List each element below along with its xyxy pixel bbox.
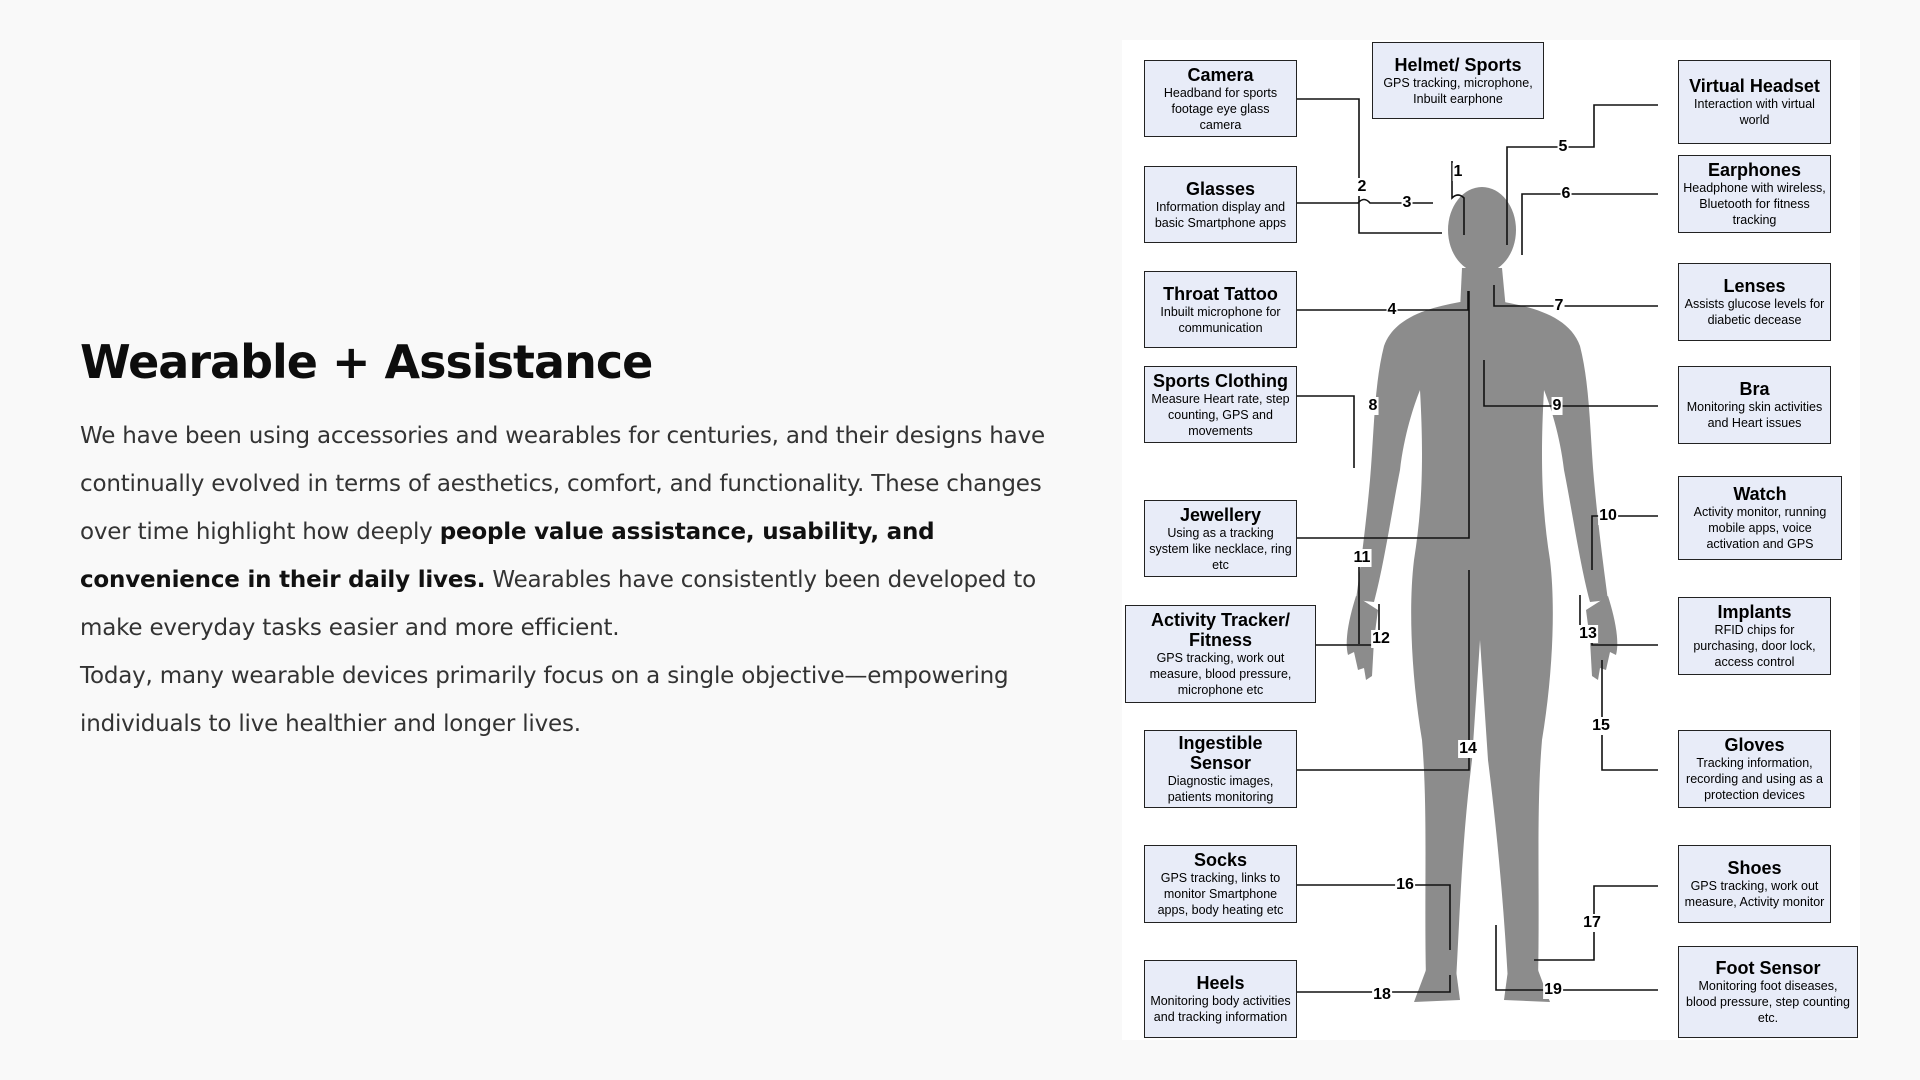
label-17: 17 <box>1583 914 1601 931</box>
box-title: Helmet/ Sports <box>1394 54 1522 75</box>
box-desc: GPS tracking, links to monitor Smartphone apps, body heating etc <box>1157 871 1284 917</box>
box-helmet <box>1372 42 1544 119</box>
box-desc: Interaction with virtual world <box>1694 97 1815 127</box>
wearables-diagram <box>1122 40 1860 1040</box>
box-title: Glasses <box>1185 178 1256 199</box>
box-activity-tracker <box>1125 605 1316 703</box>
box-title: Ingestible Sensor <box>1178 733 1263 773</box>
box-desc: RFID chips for purchasing, door lock, access control <box>1693 623 1816 669</box>
box-title: Heels <box>1196 973 1245 993</box>
box-desc: Activity monitor, running mobile apps, voice activation and GPS <box>1693 505 1827 551</box>
label-4: 4 <box>1387 301 1397 318</box>
label-9: 9 <box>1552 397 1562 414</box>
box-heels <box>1144 960 1297 1038</box>
box-title: Camera <box>1187 64 1254 85</box>
label-18: 18 <box>1373 986 1391 1003</box>
box-title: Bra <box>1739 379 1770 399</box>
label-16: 16 <box>1396 876 1414 893</box>
box-lenses <box>1678 263 1831 341</box>
label-8: 8 <box>1368 397 1378 414</box>
paragraph-2: Today, many wearable devices primarily focus on a single objective—empowering individuals to live healthier and longer lives. <box>80 663 1009 737</box>
box-glasses <box>1144 166 1297 243</box>
box-desc: GPS tracking, work out measure, Activity monitor <box>1684 879 1825 909</box>
box-title: Lenses <box>1723 276 1786 296</box>
label-15: 15 <box>1592 717 1610 734</box>
box-title: Implants <box>1717 602 1792 622</box>
box-desc: GPS tracking, microphone, Inbuilt earphone <box>1383 75 1533 106</box>
box-title: Shoes <box>1727 858 1782 878</box>
box-desc: Measure Heart rate, step counting, GPS and movements <box>1151 391 1290 438</box>
label-5: 5 <box>1558 138 1568 155</box>
paragraph-text-2: Wearables have consistently been developed to make everyday tasks easier and more efficient. <box>80 567 1036 641</box>
box-title: Sports Clothing <box>1153 370 1288 391</box>
box-title: Socks <box>1193 850 1248 870</box>
box-title: Virtual Headset <box>1689 76 1820 96</box>
label-6: 6 <box>1561 185 1571 202</box>
box-shoes <box>1678 845 1831 923</box>
label-13: 13 <box>1579 625 1597 642</box>
box-virtual-headset <box>1678 60 1831 144</box>
box-desc: GPS tracking, work out measure, blood pressure, microphone etc <box>1149 651 1292 697</box>
label-14: 14 <box>1459 740 1477 757</box>
box-desc: Information display and basic Smartphone apps <box>1154 199 1287 230</box>
box-title: Earphones <box>1707 160 1802 180</box>
box-bra <box>1678 366 1831 444</box>
box-desc: Monitoring foot diseases, blood pressure, step counting etc. <box>1686 979 1850 1025</box>
box-title: Jewellery <box>1179 504 1262 525</box>
box-gloves <box>1678 730 1831 808</box>
box-sports-clothing <box>1144 366 1297 443</box>
box-earphones <box>1678 155 1831 233</box>
box-title: Watch <box>1733 484 1787 504</box>
label-3: 3 <box>1402 194 1412 211</box>
box-desc: Using as a tracking system like necklace, ring etc <box>1149 525 1292 572</box>
box-desc: Headband for sports footage eye glass camera <box>1163 85 1278 132</box>
box-title: Activity Tracker/ Fitness <box>1150 610 1291 650</box>
box-desc: Monitoring body activities and tracking information <box>1150 994 1291 1024</box>
box-foot-sensor <box>1678 946 1858 1038</box>
box-throat-tattoo <box>1144 271 1297 348</box>
box-desc: Inbuilt microphone for communication <box>1160 304 1281 335</box>
box-desc: Monitoring skin activities and Heart issues <box>1686 400 1823 430</box>
box-jewellery <box>1144 500 1297 577</box>
label-11: 11 <box>1353 549 1371 566</box>
box-socks <box>1144 845 1297 923</box>
box-camera <box>1144 60 1297 137</box>
box-implants <box>1678 597 1831 675</box>
label-7: 7 <box>1554 297 1564 314</box>
box-desc: Diagnostic images, patients monitoring <box>1167 774 1274 804</box>
box-title: Foot Sensor <box>1715 958 1821 978</box>
paragraph-text-1: We have been using accessories and wearables for centuries, and their designs have continually evolved in terms of aesthetics, comfort, and functionality. These changes over time highlight how deeply <box>80 423 1045 545</box>
label-1: 1 <box>1453 163 1463 180</box>
box-ingestible-sensor <box>1144 730 1297 808</box>
paragraph-1 <box>80 412 1060 652</box>
body-text <box>80 412 1060 748</box>
box-desc: Assists glucose levels for diabetic decease <box>1684 297 1825 327</box>
label-12: 12 <box>1372 630 1390 647</box>
box-title: Throat Tattoo <box>1163 283 1278 304</box>
box-desc: Headphone with wireless, Bluetooth for fitness tracking <box>1683 181 1826 227</box>
label-19: 19 <box>1544 981 1562 998</box>
box-desc: Tracking information, recording and using as a protection devices <box>1686 756 1823 802</box>
box-watch <box>1678 476 1842 560</box>
page-title: Wearable + Assistance <box>80 335 653 389</box>
paragraph-emphasis: people value assistance, usability, and convenience in their daily lives. <box>80 519 935 593</box>
box-title: Gloves <box>1724 735 1785 755</box>
label-10: 10 <box>1599 507 1617 524</box>
label-2: 2 <box>1357 178 1367 195</box>
